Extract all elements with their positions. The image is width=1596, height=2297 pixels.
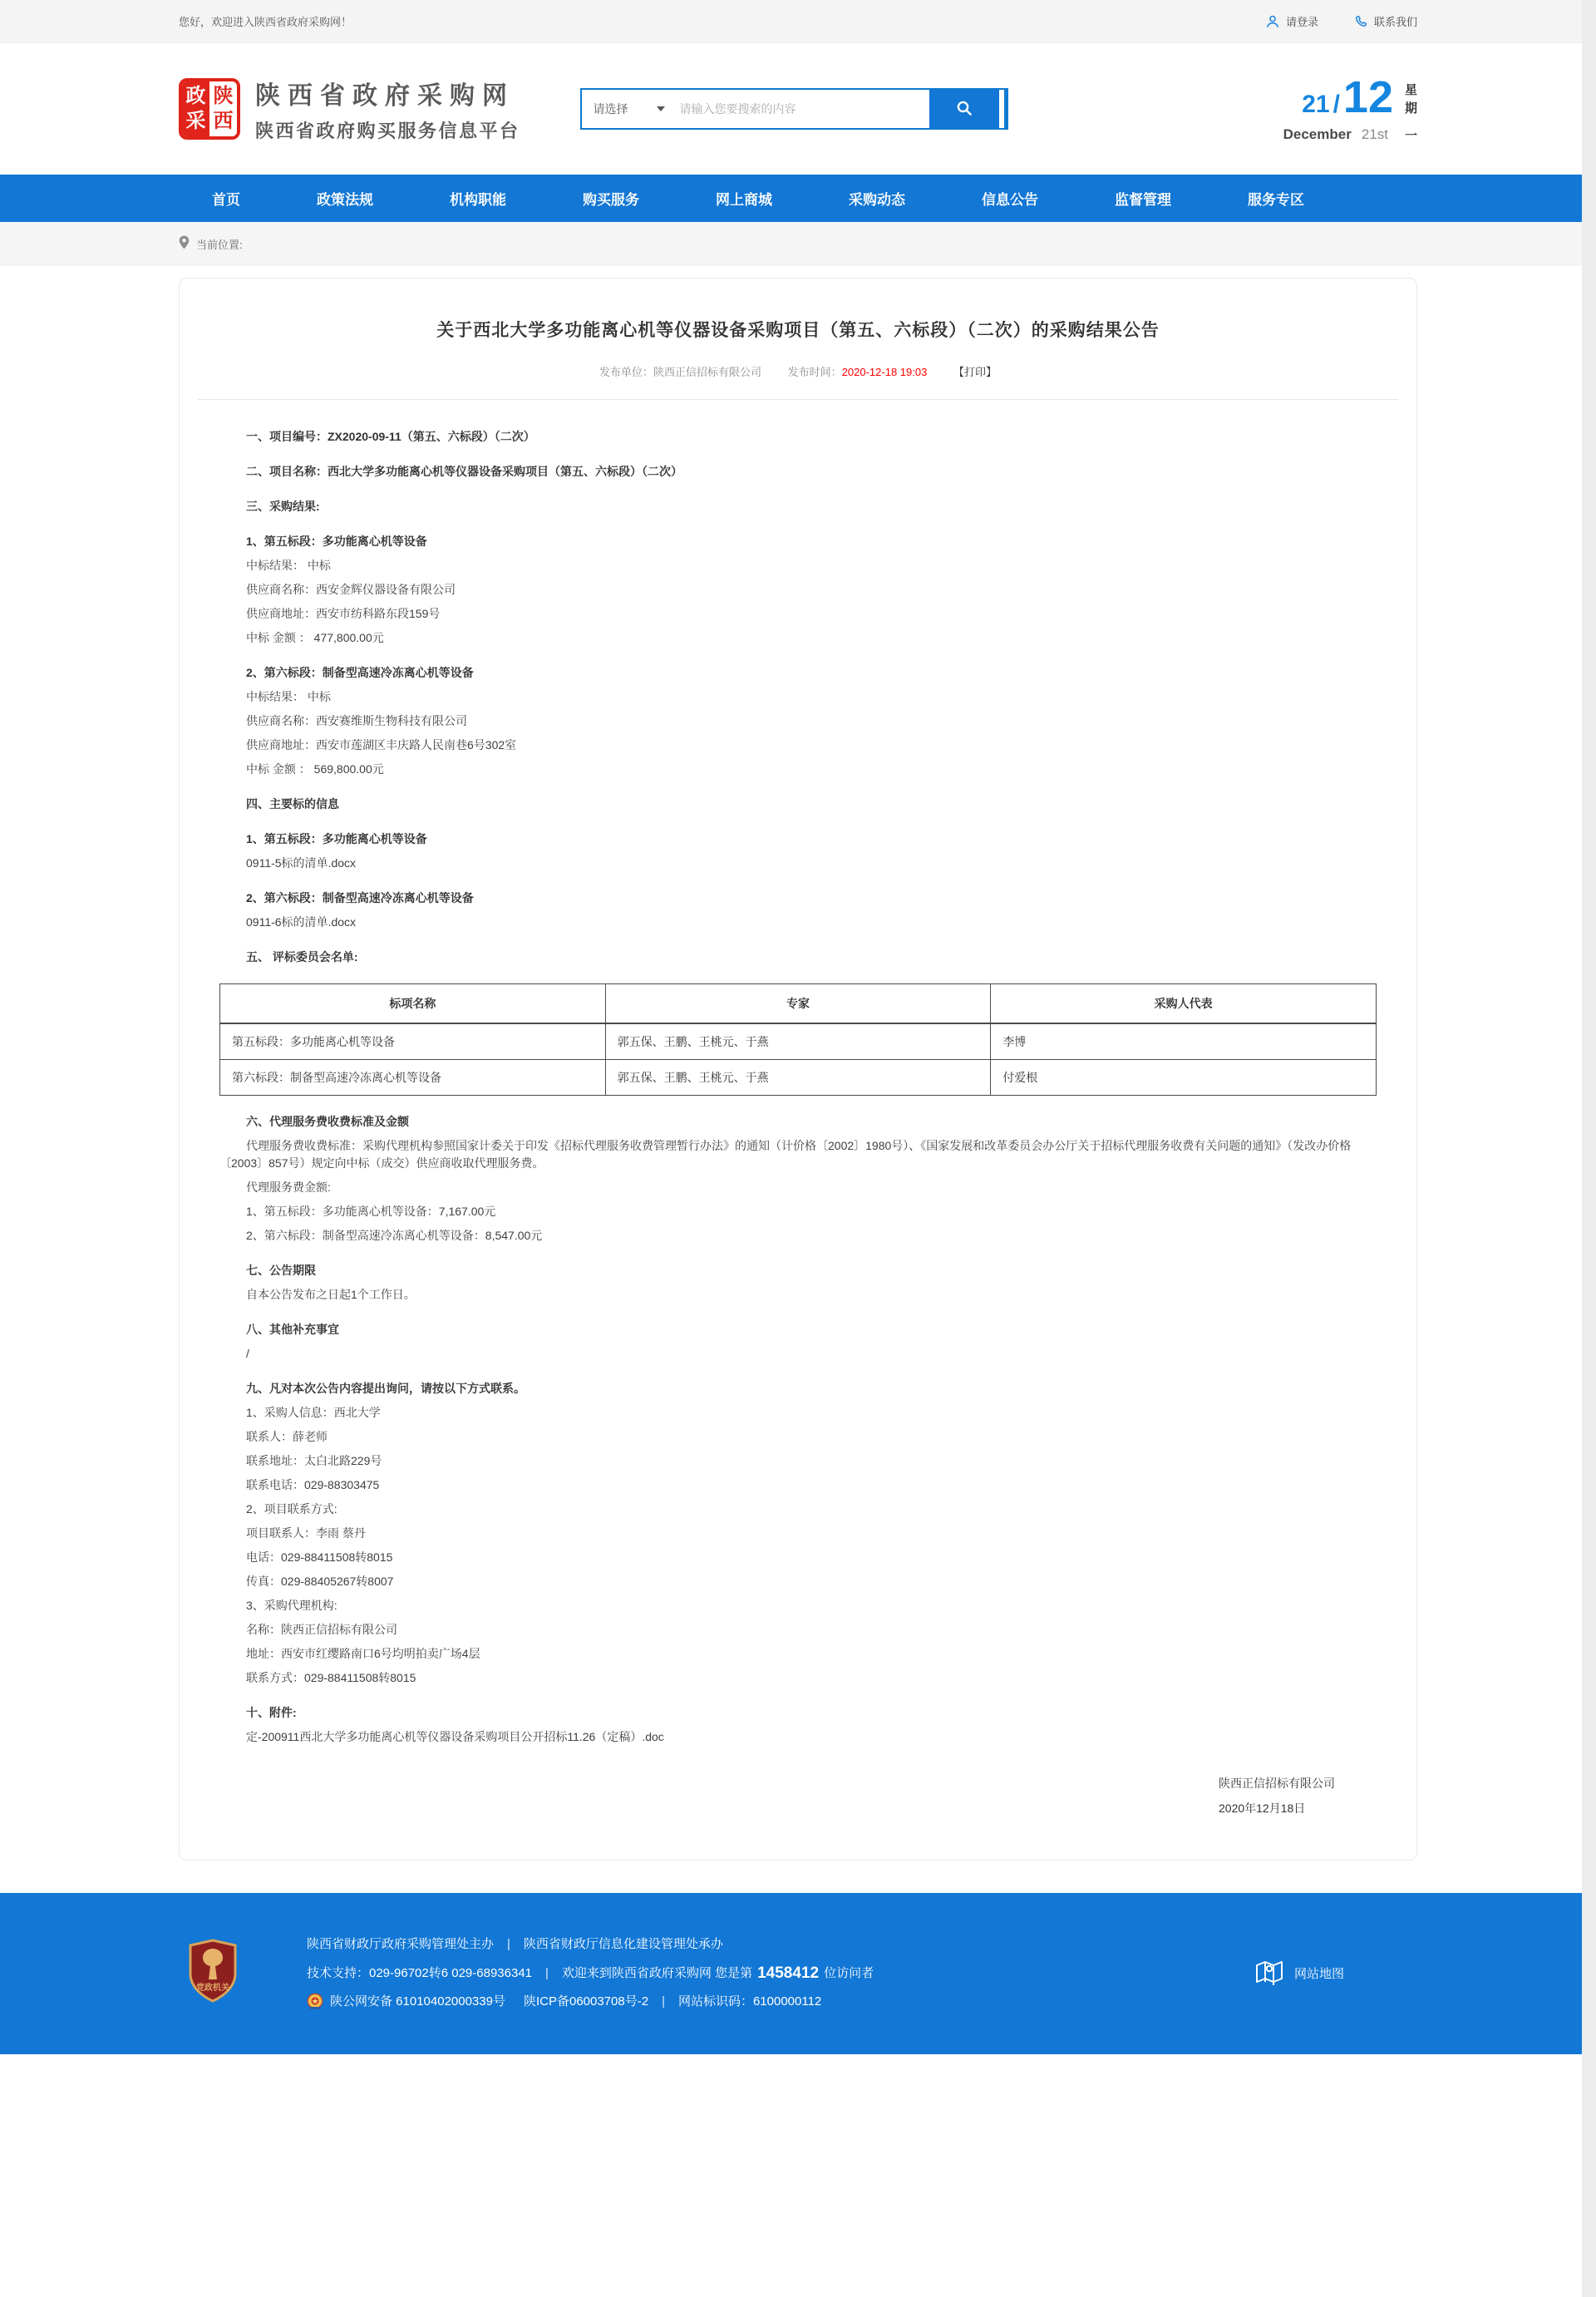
article-paragraph: 代理服务费收费标准：采购代理机构参照国家计委关于印发《招标代理服务收费管理暂行办法》的通知（计价格〔2002〕1980号）、《国家发展和改革委员会办公厅关于招标代理服务收费有关问题的通知》（发改办价格〔2003〕857号）规定向中标（成交）供应商收取代理服务费。: [219, 1139, 1352, 1170]
article-paragraph: 一、项目编号：ZX2020-09-11（第五、六标段）（二次）: [246, 430, 535, 443]
divider: [198, 399, 1398, 400]
article-paragraph: 联系地址：太白北路229号: [246, 1454, 382, 1467]
chevron-down-icon: [657, 106, 665, 111]
signature-block: [219, 1767, 1377, 1825]
date-day: 21: [1302, 90, 1330, 118]
article-paragraph: 八、其他补充事宜: [246, 1323, 339, 1336]
date-day-en: 21st: [1361, 126, 1388, 142]
article-paragraph: 项目联系人：李雨 蔡丹: [246, 1526, 366, 1540]
search-category-select[interactable]: 请选择: [582, 90, 675, 128]
attachment-link[interactable]: 0911-6标的清单.docx: [246, 915, 357, 929]
search-button[interactable]: [929, 90, 999, 128]
week-day: 一: [1404, 128, 1417, 143]
article-body: [219, 428, 1377, 1825]
footer-line-1: 陕西省财政厅政府采购管理处主办 | 陕西省财政厅信息化建设管理处承办: [307, 1937, 723, 1952]
map-icon: [1253, 1955, 1286, 1992]
site-subtitle: 陕西省政府购买服务信息平台: [255, 121, 520, 141]
article-paragraph: 十、附件:: [246, 1706, 297, 1719]
nav-item-2[interactable]: 机构职能: [450, 192, 506, 208]
table-cell: 付爱根: [991, 1060, 1377, 1096]
article-paragraph: 传真：029-88405267转8007: [246, 1575, 394, 1588]
date-month: 12: [1342, 71, 1393, 122]
breadcrumb-bar: [0, 222, 1596, 266]
article-paragraph: 供应商地址：西安市纺科路东段159号: [246, 607, 441, 620]
breadcrumb: 当前位置:: [196, 239, 243, 251]
table-cell: 郭五保、王鹏、王桃元、于燕: [605, 1023, 991, 1060]
police-record-number[interactable]: 陕公网安备 61010402000339号: [330, 1994, 505, 2009]
scrollbar[interactable]: [1582, 0, 1596, 2297]
article-paragraph: 供应商名称：西安赛维斯生物科技有限公司: [246, 714, 467, 727]
logo-seal-right: 陕 西: [209, 81, 237, 136]
table-header-cell: 专家: [605, 984, 991, 1024]
search-box: [580, 88, 1008, 130]
article-paragraph: 二、项目名称：西北大学多功能离心机等仪器设备采购项目（第五、六标段）（二次）: [246, 465, 682, 478]
article-paragraph: 三、采购结果:: [246, 500, 320, 513]
nav-item-7[interactable]: 监督管理: [1115, 192, 1171, 208]
table-row: [220, 1060, 1377, 1096]
article-meta: 发布单位：陕西正信招标有限公司 发布时间：2020-12-18 19:03 【打印】: [599, 366, 997, 378]
article-paragraph: 供应商名称：西安金辉仪器设备有限公司: [246, 583, 456, 596]
footer-line-3: 陕公网安备 61010402000339号 陕ICP备06003708号-2 | 网站标识码：6100000112: [307, 1993, 874, 2012]
article-paragraph: 2、第六标段：制备型高速冷冻离心机等设备: [246, 666, 474, 679]
article-paragraph: 中标 金额 ： 569,800.00元: [246, 762, 384, 776]
article-paragraph: 2、第六标段：制备型高速冷冻离心机等设备: [246, 891, 474, 905]
article-paragraph: 1、第五标段：多功能离心机等设备: [246, 832, 427, 845]
nav-item-3[interactable]: 购买服务: [583, 192, 639, 208]
article-paragraph: 中标结果： 中标: [246, 690, 331, 703]
page-title: 关于西北大学多功能离心机等仪器设备采购项目（第五、六标段）（二次）的采购结果公告: [436, 321, 1160, 340]
table-cell: 郭五保、王鹏、王桃元、于燕: [605, 1060, 991, 1096]
article-paragraph: 供应商地址：西安市莲湖区丰庆路人民南巷6号302室: [246, 738, 517, 752]
main-content: [0, 266, 1596, 1893]
print-button[interactable]: 【打印】: [953, 366, 997, 378]
article-paragraph: 1、第五标段：多功能离心机等设备：7,167.00元: [246, 1205, 496, 1218]
search-icon: [955, 99, 973, 120]
article-paragraph: 代理服务费金额:: [246, 1181, 331, 1194]
site-code: 网站标识码：6100000112: [677, 1994, 822, 2009]
nav-item-8[interactable]: 服务专区: [1248, 192, 1304, 208]
search-input[interactable]: [675, 90, 929, 128]
nav-item-6[interactable]: 信息公告: [982, 192, 1038, 208]
nav-item-0[interactable]: 首页: [212, 192, 240, 208]
article-paragraph: 六、代理服务费收费标准及金额: [246, 1115, 409, 1128]
article-paragraph: 联系人：薛老师: [246, 1430, 328, 1443]
footer-line-2: 技术支持：029-96702转6 029-68936341 | 欢迎来到陕西省政府采购网 您是第 1458412 位访问者: [307, 1962, 874, 1986]
contact-link[interactable]: 联系我们: [1353, 13, 1417, 29]
table-row: [220, 1023, 1377, 1060]
publish-time: 2020-12-18 19:03: [841, 366, 928, 378]
week-label: 星 期: [1404, 83, 1417, 116]
table-cell: 第五标段：多功能离心机等设备: [220, 1023, 606, 1060]
nav-item-1[interactable]: 政策法规: [317, 192, 373, 208]
attachment-link[interactable]: 0911-5标的清单.docx: [246, 856, 357, 870]
article-paragraph: 七、公告期限: [246, 1264, 316, 1277]
article-paragraph: 3、采购代理机构:: [246, 1599, 337, 1612]
login-link[interactable]: 请登录: [1265, 13, 1318, 29]
main-nav: [179, 175, 1417, 222]
icp-number[interactable]: 陕ICP备06003708号-2: [523, 1994, 649, 2009]
article-paragraph: 电话：029-88411508转8015: [246, 1550, 393, 1564]
article-paragraph: 四、主要标的信息: [246, 797, 339, 811]
article-paragraph: 2、第六标段：制备型高速冷冻离心机等设备：8,547.00元: [246, 1229, 543, 1242]
logo-seal: [179, 78, 240, 140]
table-header-cell: 采购人代表: [991, 984, 1377, 1024]
article-paragraph: 自本公告发布之日起1个工作日。: [246, 1288, 416, 1301]
article-paragraph: 九、凡对本次公告内容提出询问，请按以下方式联系。: [246, 1382, 525, 1395]
signature-date: 2020年12月18日: [1219, 1802, 1306, 1816]
site-header: [0, 43, 1596, 175]
article-paragraph: 中标 金额 ： 477,800.00元: [246, 631, 384, 644]
site-title: 陕西省政府采购网: [255, 82, 515, 110]
table-cell: 李博: [991, 1023, 1377, 1060]
nav-item-5[interactable]: 采购动态: [849, 192, 905, 208]
police-badge-icon: [307, 1993, 323, 2011]
topbar: [0, 0, 1596, 43]
announcement-card: [179, 278, 1417, 1861]
phone-icon: [1353, 14, 1368, 29]
svg-text:党政机关: 党政机关: [196, 1984, 229, 1994]
site-logo[interactable]: [179, 75, 520, 143]
article-paragraph: /: [246, 1347, 249, 1360]
article-paragraph: 名称：陕西正信招标有限公司: [246, 1623, 397, 1636]
article-paragraph: 1、采购人信息：西北大学: [246, 1406, 381, 1419]
article-paragraph: 1、第五标段：多功能离心机等设备: [246, 535, 427, 548]
attachment-link[interactable]: 定-200911西北大学多功能离心机等仪器设备采购项目公开招标11.26（定稿）.doc: [246, 1730, 664, 1743]
publisher-name: 陕西正信招标有限公司: [653, 366, 762, 378]
table-header-cell: 标项名称: [220, 984, 606, 1024]
main-nav-bar: [0, 175, 1596, 222]
article-paragraph: 五、 评标委员会名单:: [246, 950, 358, 964]
article-paragraph: 地址：西安市红缨路南口6号均明拍卖广场4层: [246, 1647, 480, 1660]
article-paragraph: 中标结果： 中标: [246, 559, 331, 572]
table-cell: 第六标段：制备型高速冷冻离心机等设备: [220, 1060, 606, 1096]
article-paragraph: 联系电话：029-88303475: [246, 1478, 380, 1491]
article-paragraph: 2、项目联系方式:: [246, 1502, 337, 1516]
site-footer: [0, 1893, 1596, 2054]
nav-item-4[interactable]: 网上商城: [716, 192, 772, 208]
date-widget: 21 / 12 星 期 December 21st 一: [1283, 71, 1417, 143]
signature-company: 陕西正信招标有限公司: [1219, 1777, 1335, 1790]
committee-table: [219, 983, 1377, 1096]
welcome-text: 您好，欢迎进入陕西省政府采购网！: [179, 16, 352, 28]
sitemap-link[interactable]: 网站地图: [1253, 1955, 1344, 1992]
location-pin-icon: [179, 235, 190, 254]
user-icon: [1265, 14, 1280, 29]
article-paragraph: 联系方式：029-88411508转8015: [246, 1671, 416, 1684]
government-emblem-icon: [187, 1939, 239, 2008]
date-month-en: December: [1283, 126, 1352, 142]
logo-seal-left: 政 采: [182, 81, 209, 136]
visitor-count: 1458412: [757, 1964, 820, 1982]
